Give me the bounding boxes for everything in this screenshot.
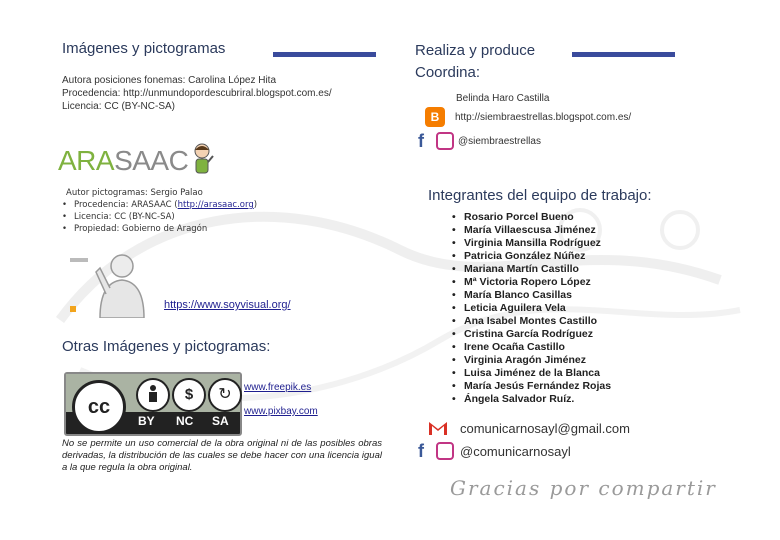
- coordinator-social-handle: @siembraestrellas: [458, 135, 541, 147]
- arasaac-mascot-icon: [190, 142, 214, 176]
- credit-author: Autora posiciones fonemas: Carolina López Hita: [62, 75, 277, 86]
- freepik-link[interactable]: www.freepik.es: [244, 382, 312, 393]
- pictograms-license: • Licencia: CC (BY-NC-SA): [62, 211, 322, 223]
- cc-logo-text: cc: [87, 395, 111, 418]
- credit-license: Licencia: CC (BY-NC-SA): [62, 101, 175, 112]
- pictograms-author: Autor pictogramas: Sergio Palao: [66, 188, 203, 198]
- pictograms-source: [62, 199, 322, 211]
- left-heading: Imágenes y pictogramas: [62, 40, 226, 57]
- right-heading-bar: [572, 52, 675, 57]
- coordinator-blog-link[interactable]: http://siembraestrellas.blogspot.com.es/: [455, 111, 632, 123]
- cc-sa-icon: ↻: [208, 378, 242, 412]
- credit-source: Procedencia: http://unmundopordescubriral.blogspot.com.es/: [62, 88, 332, 99]
- pictograms-list: [62, 199, 322, 235]
- blogger-icon: B: [425, 107, 445, 127]
- arasaac-link[interactable]: http://arasaac.org: [177, 200, 254, 210]
- list-item: • Patricia González Núñez: [452, 250, 682, 263]
- coordinator-blog-row: [425, 107, 631, 127]
- thanks-signature: Gracias por compartir: [450, 476, 717, 500]
- pictograms-credits: [62, 187, 322, 235]
- list-item: • María Villaescusa Jiménez: [452, 224, 682, 237]
- credits-block: [62, 74, 392, 113]
- coordinator-name: Belinda Haro Castilla: [456, 93, 550, 104]
- other-images-heading: Otras Imágenes y pictogramas:: [62, 338, 271, 355]
- soyvisual-link[interactable]: https://www.soyvisual.org/: [164, 299, 291, 311]
- pixbay-link[interactable]: www.pixbay.com: [244, 406, 318, 417]
- team-heading: Integrantes del equipo de trabajo:: [428, 187, 652, 204]
- arasaac-logo: [58, 142, 214, 176]
- right-heading: [415, 40, 535, 84]
- cc-nc-icon: $: [172, 378, 206, 412]
- list-item: • Cristina García Rodríguez: [452, 328, 682, 341]
- soyvisual-figure: [70, 248, 160, 318]
- cc-by-icon: [136, 378, 170, 412]
- instagram-icon: [436, 132, 454, 150]
- cc-by-label: BY: [138, 414, 155, 428]
- facebook-icon: f: [418, 441, 424, 461]
- disclaimer: No se permite un uso comercial de la obra original ni de las posibles obras derivadas, la distribución de las cuales se debe hacer con una licencia igual a la que regula la obra original.: [62, 438, 382, 473]
- facebook-icon: f: [418, 131, 424, 151]
- arasaac-logo-text: ARASAAC: [58, 145, 189, 176]
- list-item: • Leticia Aguilera Vela: [452, 302, 682, 315]
- list-item: • Luisa Jiménez de la Blanca: [452, 367, 682, 380]
- list-item: • Ana Isabel Montes Castillo: [452, 315, 682, 328]
- email-row: [428, 420, 630, 436]
- cc-nc-label: NC: [176, 414, 194, 428]
- coordinator-social-row: [418, 131, 541, 151]
- list-item: • Rosario Porcel Bueno: [452, 211, 682, 224]
- list-item: • Virginia Aragón Jiménez: [452, 354, 682, 367]
- email-address: comunicarnosayl@gmail.com: [460, 420, 630, 436]
- right-heading-line1: Realiza y produce: [415, 42, 536, 59]
- cc-sa-label: SA: [212, 414, 229, 428]
- social-row: [418, 441, 571, 461]
- cc-license-badge: [64, 372, 242, 436]
- left-heading-bar: [273, 52, 376, 57]
- list-item: • Mª Victoria Ropero López: [452, 276, 682, 289]
- pictograms-owner: • Propiedad: Gobierno de Aragón: [62, 223, 322, 235]
- list-item: • Ángela Salvador Ruíz.: [452, 393, 682, 406]
- list-item: • María Jesús Fernández Rojas: [452, 380, 682, 393]
- list-item: • Mariana Martín Castillo: [452, 263, 682, 276]
- members-list: [452, 211, 682, 406]
- waving-person-icon: [70, 248, 160, 318]
- person-icon: [138, 380, 168, 410]
- list-item: • Irene Ocaña Castillo: [452, 341, 682, 354]
- list-item: • Virginia Mansilla Rodríguez: [452, 237, 682, 250]
- pictograms-source-suffix: ): [253, 200, 258, 210]
- gmail-icon: [428, 420, 448, 436]
- right-heading-line2: Coordina:: [415, 64, 481, 81]
- list-item: • María Blanco Casillas: [452, 289, 682, 302]
- pictograms-source-prefix: Procedencia: ARASAAC (: [74, 200, 178, 210]
- arasaac-logo-saac: SAAC: [114, 145, 189, 176]
- cc-logo: [72, 380, 126, 434]
- social-handle: @comunicarnosayl: [460, 443, 571, 459]
- instagram-icon: [436, 442, 454, 460]
